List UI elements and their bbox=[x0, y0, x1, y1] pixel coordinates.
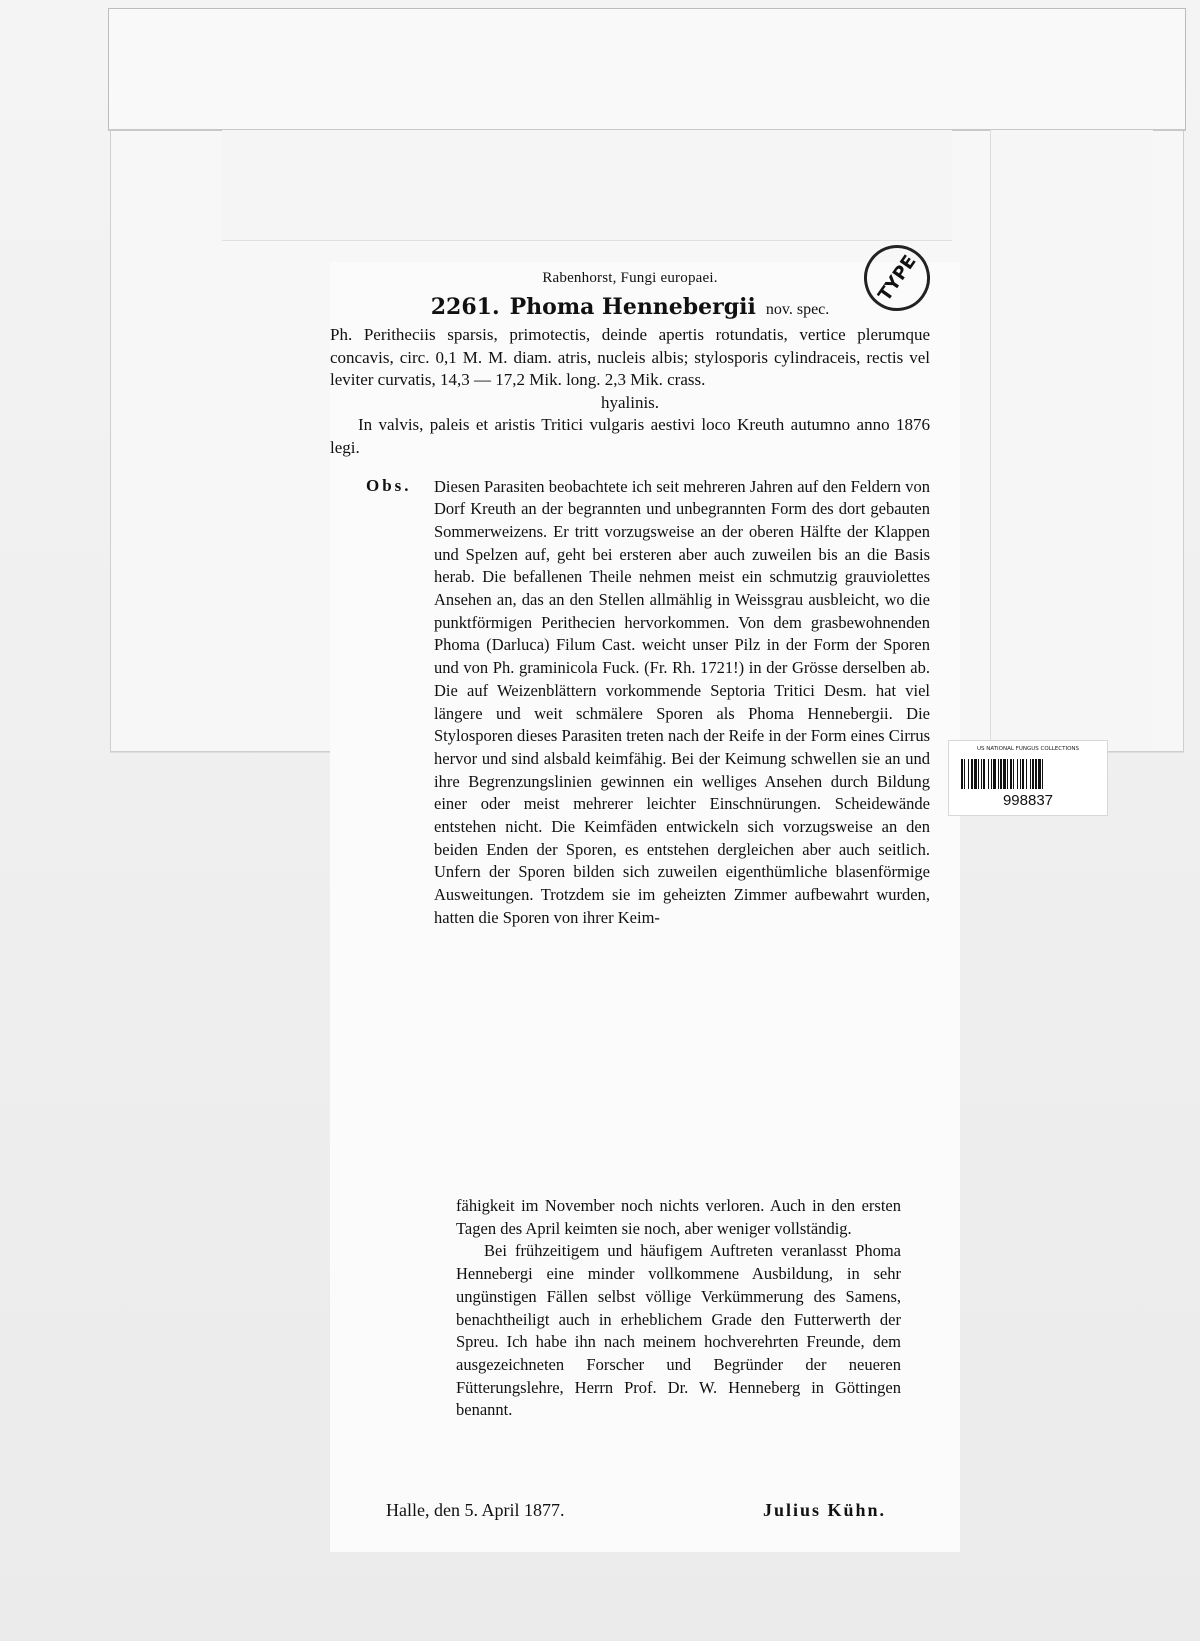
signature-line bbox=[386, 1500, 886, 1521]
envelope-side-panel bbox=[990, 130, 1153, 750]
collection-locality: In valvis, paleis et aristis Tritici vulgaris aestivi loco Kreuth autumno anno 1876 legi. bbox=[330, 415, 930, 457]
envelope-flap bbox=[108, 8, 1186, 131]
envelope-inner-panel bbox=[222, 130, 952, 241]
barcode-bar bbox=[1003, 759, 1006, 789]
barcode-bar bbox=[1022, 759, 1024, 789]
barcode-graphic bbox=[961, 759, 1095, 789]
barcode-institution: US NATIONAL FUNGUS COLLECTIONS bbox=[976, 746, 1080, 752]
latin-diagnosis-end: hyalinis. bbox=[600, 392, 660, 412]
continuation-paragraph-1: fähigkeit im November noch nichts verloren. Auch in den ersten Tagen des April keimten sie noch, aber weniger vollständig. bbox=[456, 1196, 901, 1238]
barcode-bar bbox=[978, 759, 979, 789]
barcode-bar bbox=[1035, 759, 1037, 789]
continuation-paragraph-2: Bei frühzeitigem und häufigem Auftreten veranlasst Phoma Hennebergi eine minder vollkommene Ausbildung, in sehr ungünstigen Fällen selbst völlige Verkümmerung des Samens, benachtheiligt auch in erheblichem Grade den Futterwerth der Spreu. Ich habe ihn nach meinem hochverehrten Freunde, dem ausgezeichneten Forscher und Begründer der neueren Fütterungslehre, Herrn Prof. Dr. W. Henneberg in Göttingen benannt. bbox=[456, 1241, 901, 1420]
observation-block bbox=[330, 476, 930, 930]
barcode-bar bbox=[1017, 759, 1018, 789]
barcode-bar bbox=[983, 759, 985, 789]
barcode-bar bbox=[971, 759, 973, 789]
species-name: Phoma Hennebergii bbox=[509, 294, 756, 320]
type-stamp-text: TYPE bbox=[873, 251, 921, 305]
barcode-bar bbox=[968, 759, 969, 789]
barcode-bar bbox=[1010, 759, 1012, 789]
author-name: Julius Kühn. bbox=[762, 1500, 886, 1520]
barcode-bar bbox=[988, 759, 989, 789]
barcode-bar bbox=[1026, 759, 1027, 789]
barcode-label bbox=[948, 740, 1108, 816]
barcode-number: 998837 bbox=[1002, 792, 1054, 809]
latin-diagnosis: Ph. Peritheciis sparsis, primotectis, deinde apertis rotundatis, vertice plerumque concavis, circ. 0,1 M. M. diam. atris, nucleis albis; stylosporis cylindraceis, rectis vel leviter curvatis, 14,3 — 17,2 Mik. long. 2,3 Mik. crass. bbox=[330, 325, 930, 389]
barcode-bar bbox=[974, 759, 977, 789]
barcode-bar bbox=[991, 759, 992, 789]
observation-text: Diesen Parasiten beobachtete ich seit mehreren Jahren auf den Feldern von Dorf Kreuth an der begrannten und unbegrannten Form des dort gebauten Sommerweizens. Er tritt vorzugsweise an der oberen Hälfte der Klappen und Spelzen auf, geht bei ersteren aber auch zuweilen bis an die Basis herab. Die befallenen Theile nehmen meist ein schmutzig grauviolettes Ansehen an, das an den Stellen allmählig in Weissgrau ausbleicht, wo die punktförmigen Perithecien hervorkommen. Von dem grasbewohnenden Phoma (Darluca) Filum Cast. weicht unser Pilz in der Form der Sporen und von Ph. graminicola Fuck. (Fr. Rh. 1721!) in der Grösse derselben ab. Die auf Weizenblättern vorkommende Septoria Tritici Desm. hat viel längere und weit schmälere Sporen als Phoma Hennebergii. Die Stylosporen dieses Parasiten treten nach der Reife in der Form eines Cirrus hervor und sind alsbald keimfähig. Bei der Keimung schwellen sie an und ihre Begrenzungslinien gewinnen ein welliges Ansehen durch Bildung einer oder meist mehrerer leichter Einschnürungen. Scheidewände entstehen nicht. Die Keimfäden entwickeln sich vorzugsweise an den beiden Enden der Sporen, es entstehen dergleichen aber auch seitlich. Unfern der Sporen bilden sich zuweilen eigenthümliche blasenförmige Ausweitungen. Trotzdem sie im geheizten Zimmer aufbewahrt wurden, hatten die Sporen von ihrer Keim- bbox=[434, 476, 930, 927]
barcode-bar bbox=[1020, 759, 1021, 789]
taxon-status: nov. spec. bbox=[765, 301, 830, 318]
barcode-bar bbox=[1038, 759, 1041, 789]
observation-continuation bbox=[456, 1195, 901, 1422]
barcode-bar bbox=[993, 759, 996, 789]
barcode-bar bbox=[961, 759, 963, 789]
barcode-bar bbox=[1007, 759, 1008, 789]
barcode-bar bbox=[1013, 759, 1014, 789]
exsiccata-number: 2261. bbox=[430, 294, 500, 320]
species-heading bbox=[330, 293, 930, 324]
barcode-bar bbox=[1032, 759, 1034, 789]
observation-label: Obs. bbox=[366, 475, 412, 495]
barcode-bar bbox=[1030, 759, 1031, 789]
series-title: Rabenhorst, Fungi europaei. bbox=[542, 270, 718, 286]
barcode-bar bbox=[998, 759, 999, 789]
barcode-bar bbox=[964, 759, 965, 789]
barcode-bar bbox=[1000, 759, 1002, 789]
barcode-bar bbox=[981, 759, 982, 789]
barcode-bar bbox=[1042, 759, 1043, 789]
label-text bbox=[330, 270, 930, 946]
place-date: Halle, den 5. April 1877. bbox=[386, 1500, 565, 1520]
